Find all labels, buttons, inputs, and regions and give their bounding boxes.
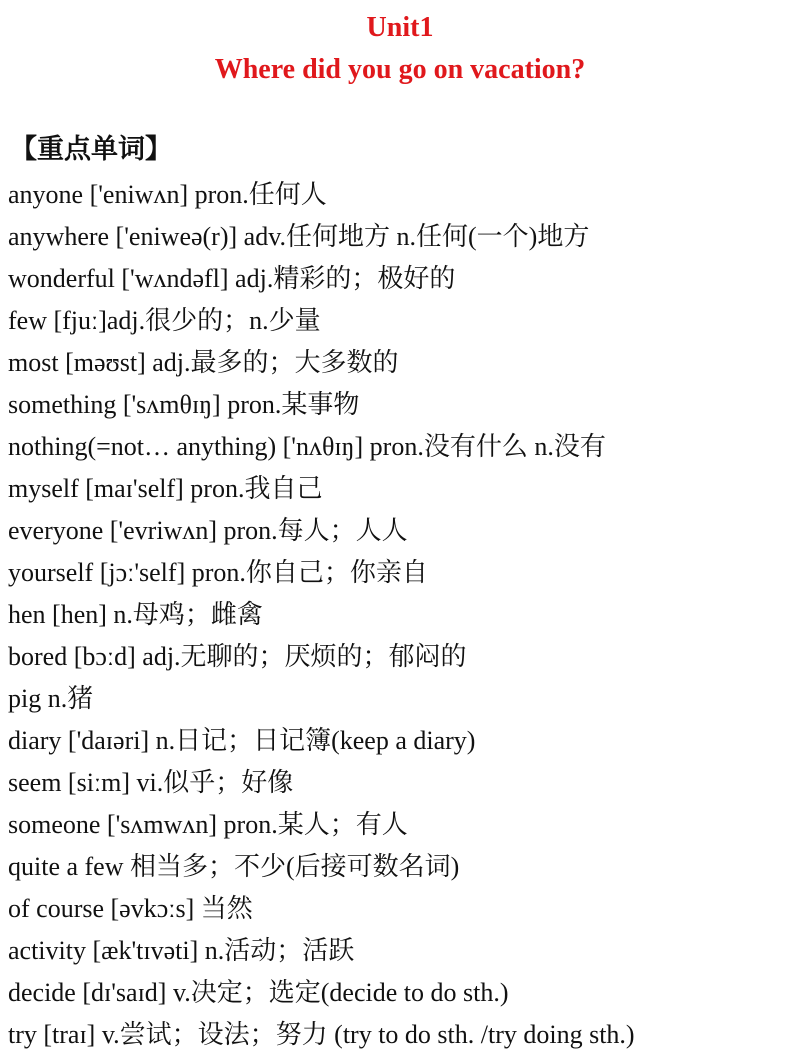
vocab-entry: most [məʊst] adj.最多的；大多数的 [8,348,399,377]
vocab-entry: myself [maɪ'self] pron.我自己 [8,474,323,503]
unit-subtitle: Where did you go on vacation? [214,54,586,85]
vocab-entry: diary ['daɪəri] n.日记；日记簿(keep a diary) [8,726,476,755]
vocabulary-list [8,175,798,1057]
vocab-entry: anywhere ['eniweə(r)] adv.任何地方 n.任何(一个)地方 [8,222,590,251]
vocab-entry: decide [dɪ'saɪd] v.决定；选定(decide to do sth.) [8,978,509,1007]
vocab-entry: seem [siːm] vi.似乎；好像 [8,768,294,797]
vocab-entry: yourself [jɔː'self] pron.你自己；你亲自 [8,558,428,587]
vocab-entry: of course [əvkɔːs] 当然 [8,894,253,923]
vocab-entry: quite a few 相当多；不少(后接可数名词) [8,852,460,881]
vocab-entry: everyone ['evriwʌn] pron.每人；人人 [8,516,408,545]
vocab-entry: activity [æk'tɪvəti] n.活动；活跃 [8,936,355,965]
vocab-entry: nothing(=not… anything) ['nʌθɪŋ] pron.没有什么 n.没有 [8,432,606,461]
section-heading-key-words: 【重点单词】 [10,134,172,165]
vocab-entry: few [fjuː]adj.很少的；n.少量 [8,306,321,335]
vocab-entry: bored [bɔːd] adj.无聊的；厌烦的；郁闷的 [8,642,467,671]
unit-title: Unit1 [366,12,434,43]
vocab-entry: pig n.猪 [8,684,94,713]
vocab-entry: wonderful ['wʌndəfl] adj.精彩的；极好的 [8,264,456,293]
vocab-entry: someone ['sʌmwʌn] pron.某人；有人 [8,810,408,839]
vocab-entry: try [traɪ] v.尝试；设法；努力 (try to do sth. /try doing sth.) [8,1020,635,1049]
vocab-entry: hen [hen] n.母鸡；雌禽 [8,600,263,629]
vocab-entry: something ['sʌmθɪŋ] pron.某事物 [8,390,360,419]
vocab-entry: anyone ['eniwʌn] pron.任何人 [8,180,327,209]
